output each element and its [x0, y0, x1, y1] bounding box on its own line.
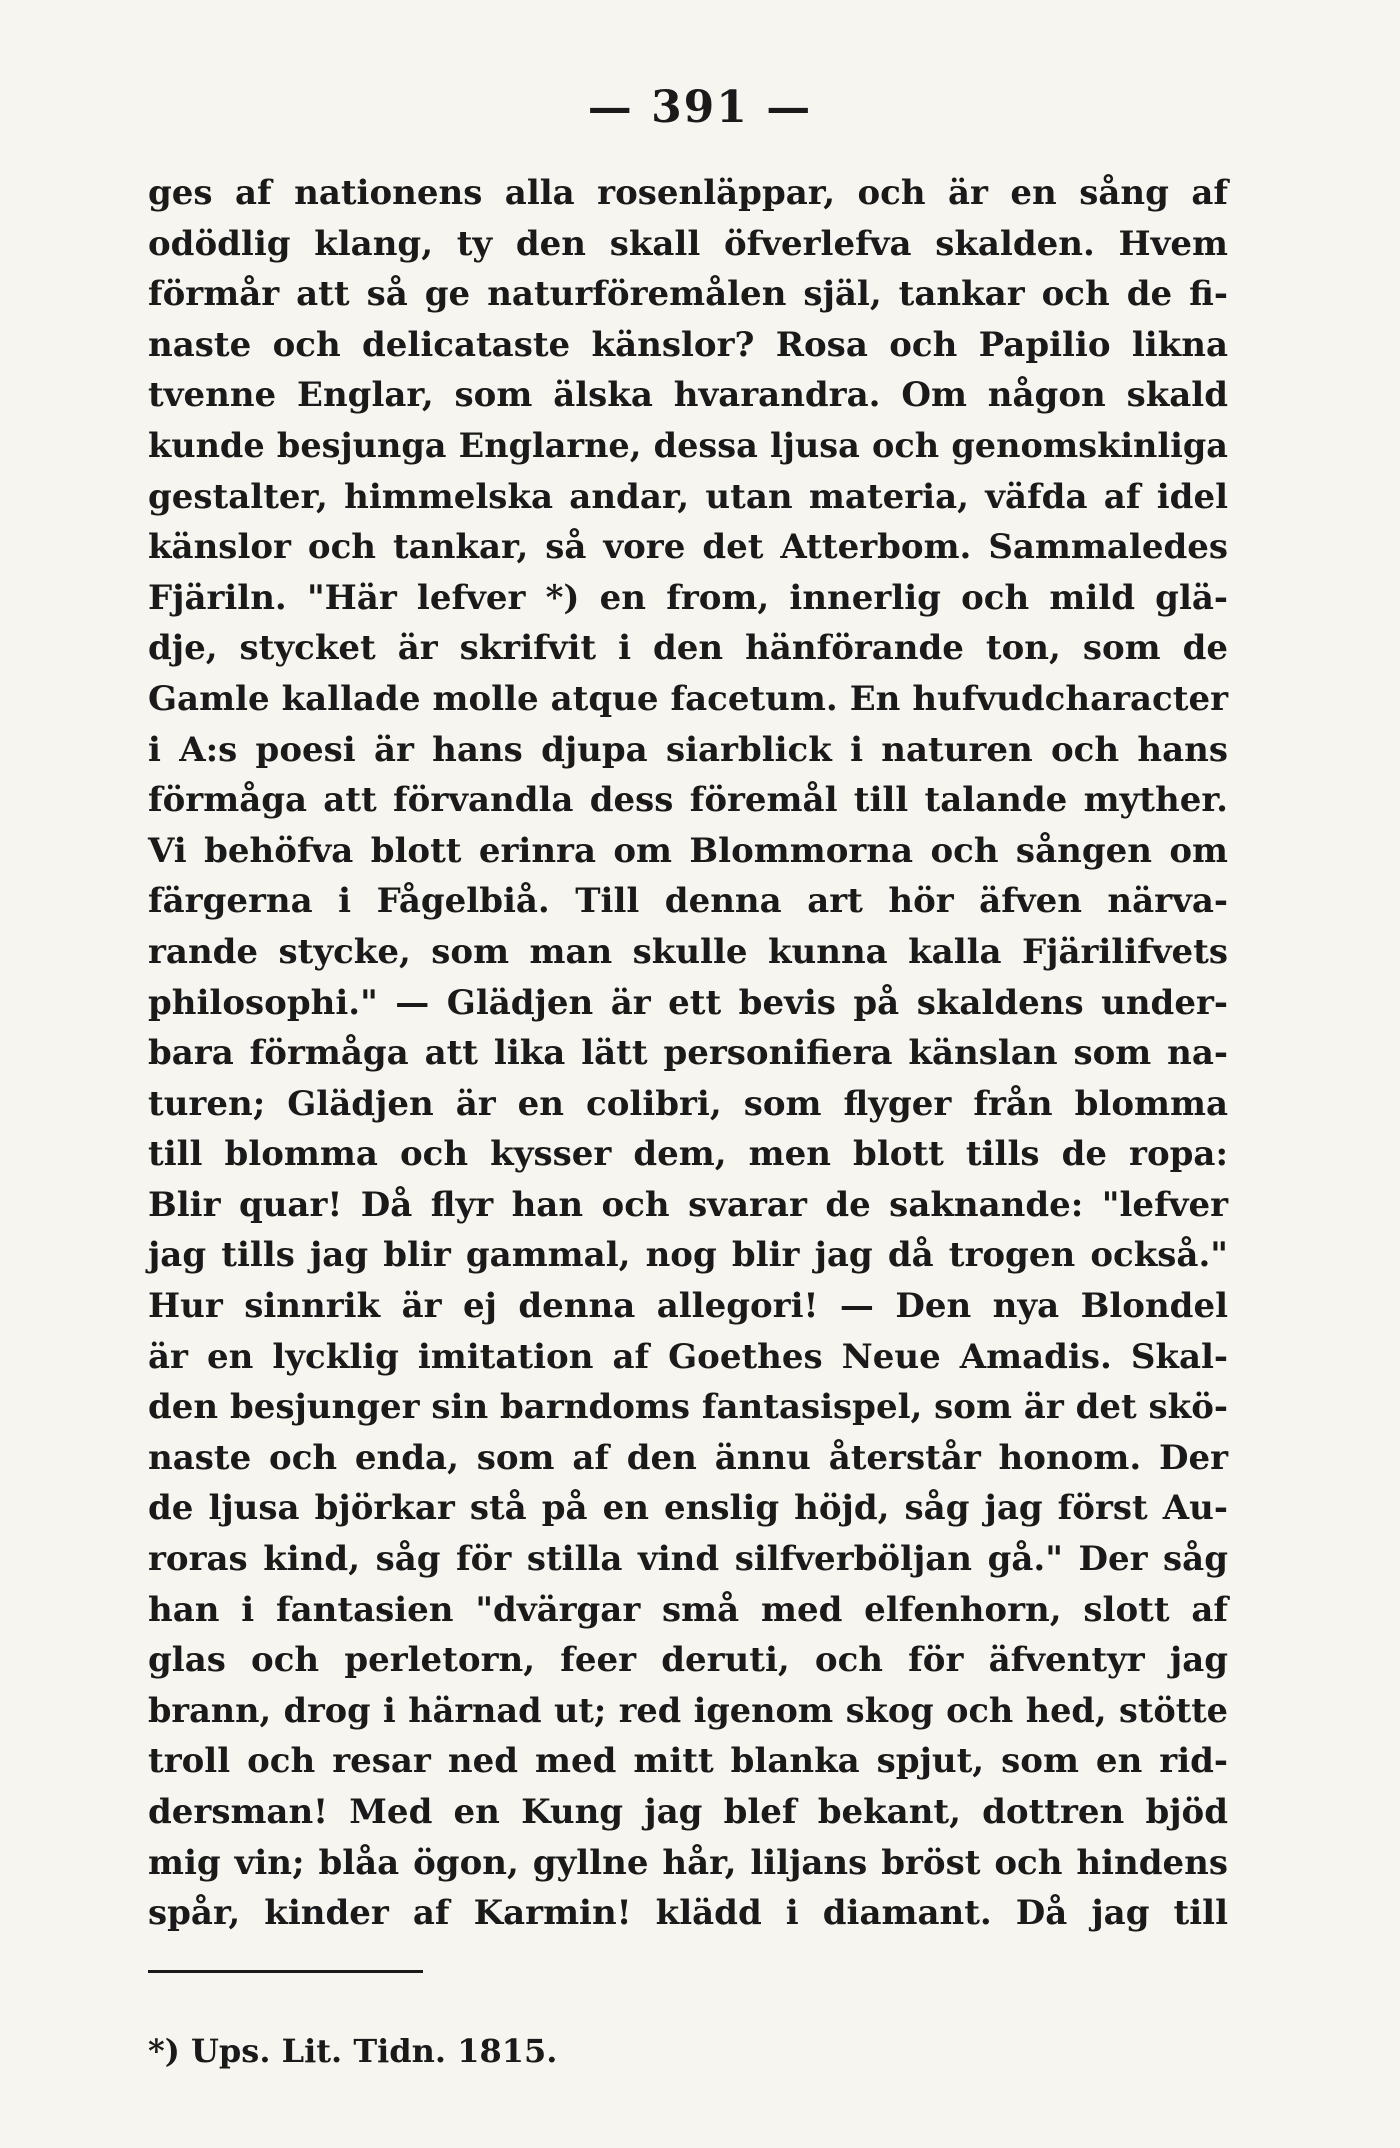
text-line: förmåga att förvandla dess föremål till talande myther. — [148, 780, 1228, 821]
text-line: bara förmåga att lika lätt personifiera känslan som na- — [148, 1033, 1228, 1074]
text-line: dersman! Med en Kung jag blef bekant, dottren bjöd — [148, 1792, 1228, 1832]
text-line: spår, kinder af Karmin! klädd i diamant. Då jag till — [148, 1893, 1228, 1934]
text-line: i A:s poesi är hans djupa siarblick i naturen och hans — [148, 729, 1228, 770]
text-line: glas och perletorn, feer deruti, och för äfventyr jag — [148, 1640, 1228, 1681]
text-line: Hur sinnrik är ej denna allegori! — Den nya Blondel — [148, 1286, 1228, 1327]
body-text — [148, 168, 1228, 1939]
footnote-rule — [148, 1970, 423, 1973]
text-line: troll och resar ned med mitt blanka spjut, som en rid- — [148, 1741, 1228, 1782]
text-line: brann, drog i härnad ut; red igenom skog och hed, stötte — [148, 1690, 1228, 1730]
text-line: han i fantasien "dvärgar små med elfenhorn, slott af — [148, 1589, 1228, 1630]
text-line: roras kind, såg för stilla vind silfverböljan gå." Der såg — [148, 1539, 1228, 1580]
text-line: naste och enda, som af den ännu återstår honom. Der — [148, 1437, 1228, 1478]
text-line: är en lycklig imitation af Goethes Neue Amadis. Skal- — [148, 1336, 1228, 1377]
text-line: Vi behöfva blott erinra om Blommorna och sången om — [148, 830, 1228, 871]
text-line: gestalter, himmelska andar, utan materia, väfda af idel — [148, 476, 1228, 517]
text-line: kunde besjunga Englarne, dessa ljusa och genomskinliga — [148, 425, 1228, 465]
text-line: odödlig klang, ty den skall öfverlefva skalden. Hvem — [148, 223, 1228, 264]
text-line: känslor och tankar, så vore det Atterbom. Sammaledes — [148, 527, 1228, 568]
text-line: färgerna i Fågelbiå. Till denna art hör äfven närva- — [148, 881, 1228, 922]
text-line: den besjunger sin barndoms fantasispel, som är det skö- — [148, 1387, 1229, 1428]
text-line: till blomma och kysser dem, men blott tills de ropa: — [148, 1134, 1228, 1175]
text-line: dje, stycket är skrifvit i den hänförande ton, som de — [148, 628, 1228, 669]
text-line: Fjäriln. "Här lefver *) en from, innerlig och mild glä- — [148, 577, 1228, 618]
text-line: Blir quar! Då flyr han och svarar de saknande: "lefver — [148, 1184, 1228, 1225]
text-line: tvenne Englar, som älska hvarandra. Om någon skald — [148, 375, 1228, 416]
page-number-header: — 391 — — [587, 82, 813, 133]
text-line: philosophi." — Glädjen är ett bevis på skaldens under- — [148, 982, 1228, 1023]
text-line: rande stycke, som man skulle kunna kalla Fjärilifvets — [148, 931, 1228, 972]
text-line: de ljusa björkar stå på en enslig höjd, såg jag först Au- — [148, 1488, 1228, 1529]
text-line: turen; Glädjen är en colibri, som flyger från blomma — [148, 1083, 1228, 1124]
text-line: mig vin; blåa ögon, gyllne hår, liljans bröst och hindens — [148, 1842, 1228, 1883]
text-line: naste och delicataste känslor? Rosa och Papilio likna — [148, 324, 1228, 365]
text-line: förmår att så ge naturföremålen själ, tankar och de fi- — [148, 274, 1228, 315]
text-line: ges af nationens alla rosenläppar, och är en sång af — [148, 173, 1228, 213]
text-line: Gamle kallade molle atque facetum. En hufvudcharacter — [148, 678, 1228, 719]
footnote: *) Ups. Lit. Tidn. 1815. — [148, 2032, 558, 2070]
text-line: jag tills jag blir gammal, nog blir jag då trogen också." — [148, 1235, 1228, 1276]
